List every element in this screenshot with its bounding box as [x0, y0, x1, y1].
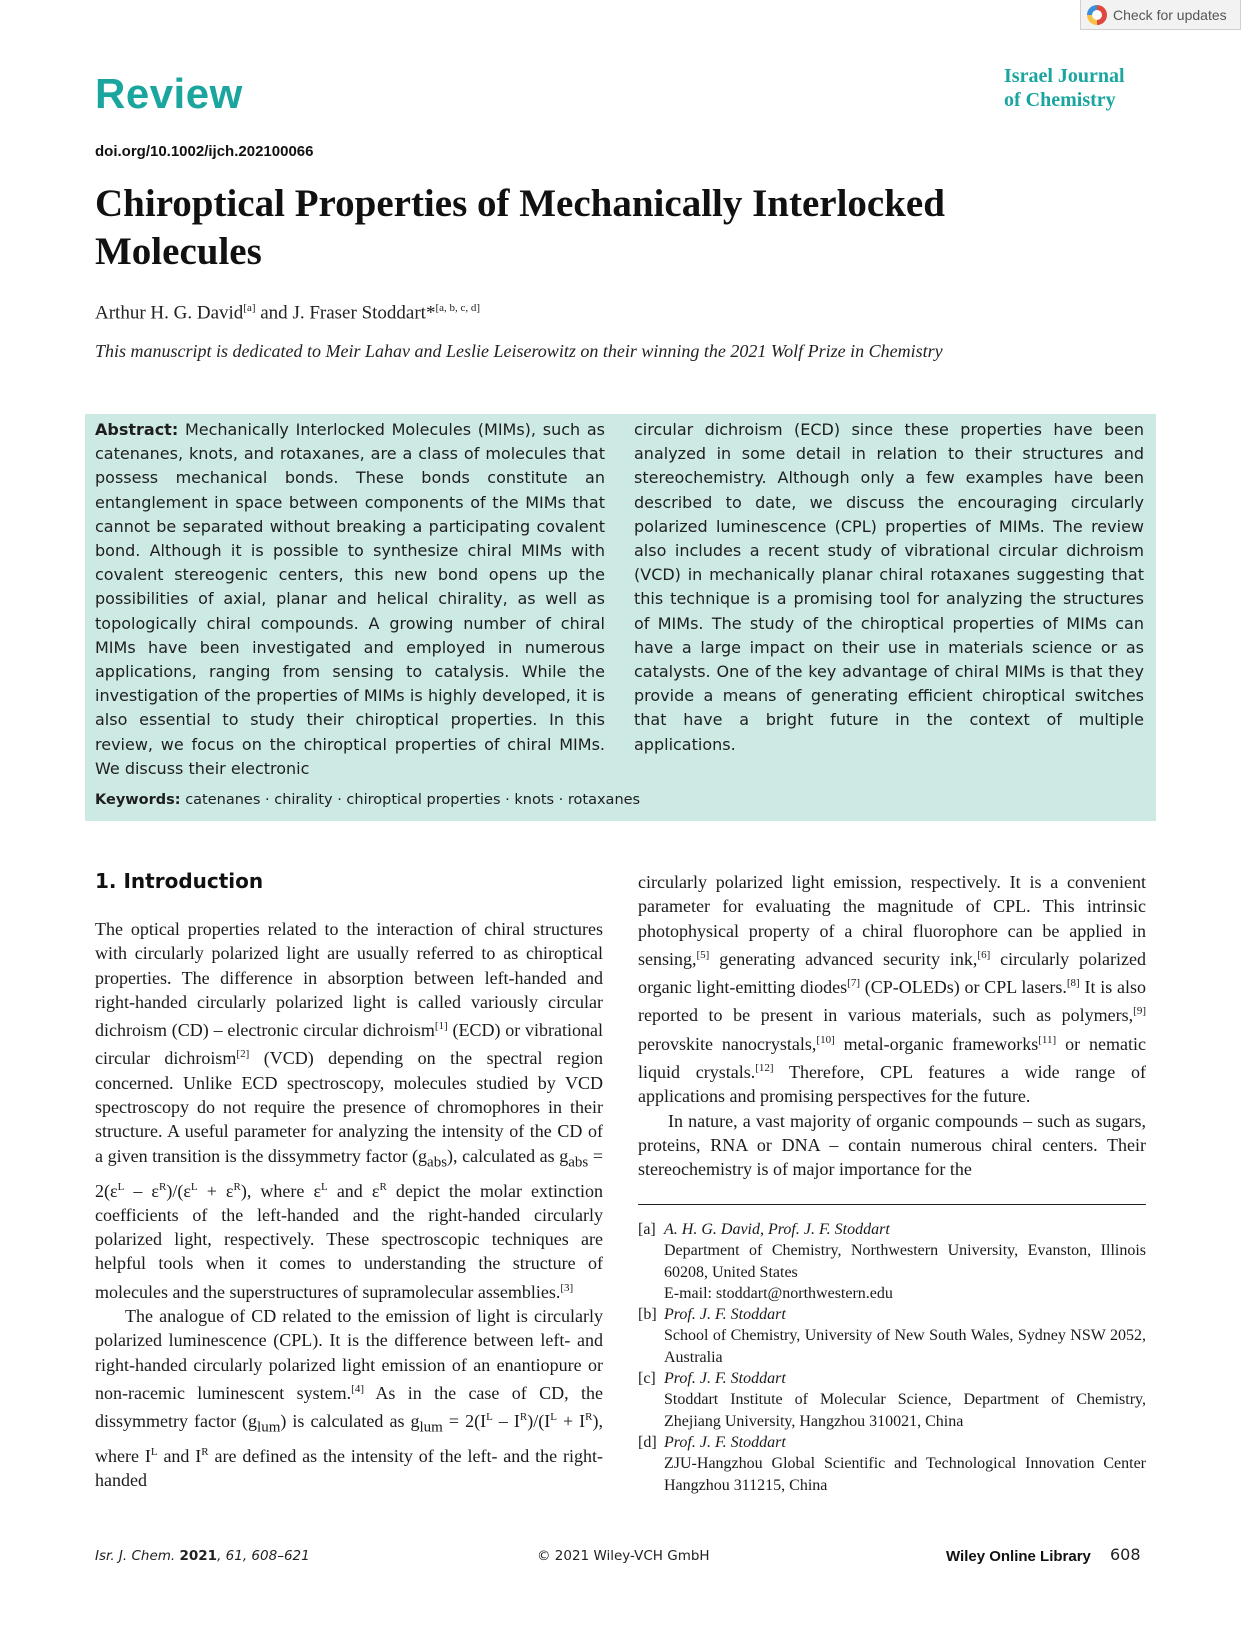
citation-link[interactable]: [2]	[236, 1048, 250, 1061]
copyright: © 2021 Wiley-VCH GmbH	[537, 1548, 710, 1564]
affiliation-address: School of Chemistry, University of New South Wales, Sydney NSW 2052, Australia	[664, 1327, 1146, 1366]
wiley-online-library-link[interactable]: Wiley Online Library	[946, 1548, 1091, 1565]
footnote-name: A. H. G. David, Prof. J. F. Stoddart	[664, 1221, 890, 1238]
keywords	[95, 792, 640, 808]
section-label: Review	[95, 70, 243, 117]
citation-link[interactable]: [7]	[847, 977, 860, 990]
intro-left-column	[95, 917, 603, 1493]
author-conjunction: and	[255, 302, 293, 324]
affiliation-footnote	[638, 1368, 1146, 1432]
footnote-divider	[638, 1204, 1146, 1205]
footnote-name: Prof. J. F. Stoddart	[664, 1306, 786, 1324]
citation-link[interactable]: [8]	[1066, 977, 1080, 990]
affiliation-footnote	[638, 1219, 1146, 1304]
journal-name	[1004, 64, 1144, 112]
author-name: J. Fraser Stoddart*	[292, 302, 436, 324]
citation-link[interactable]: [5]	[696, 948, 710, 961]
paragraph: In nature, a vast majority of organic compounds – such as sugars, proteins, RNA or DNA – contain numerous chiral centers. Their stereochemistry is of major importance for the	[638, 1110, 1146, 1180]
article-title: Chiroptical Properties of Mechanically Interlocked Molecules	[95, 182, 945, 273]
journal-name-line2: of Chemistry	[1004, 89, 1116, 111]
paragraph: circularly polarized light emission, respectively. It is a convenient parameter for evaluating the magnitude of CPL. This intrinsic photophysical property of a chiral fluorophore can be applied in sensing,[5] generating advanced security ink,[6] circularly polarized organic light-emitting diodes[7] (CP-OLEDs) or CPL lasers.[8] It is also reported to be present in various materials, such as polymers,[9] perovskite nanocrystals,[10] metal-organic frameworks[11] or nematic liquid crystals.[12] Therefore, CPL features a wide range of applications and promising perspectives for the future.	[638, 872, 1146, 1107]
dedication: This manuscript is dedicated to Meir Lahav and Leslie Leiserowitz on their winning the 2021 Wolf Prize in Chemistry	[95, 341, 943, 361]
citation-link[interactable]: [3]	[560, 1281, 574, 1294]
journal-name-line1: Israel Journal	[1004, 65, 1125, 87]
crossmark-icon	[1087, 5, 1107, 25]
author-affiliation: [a, b, c, d]	[435, 302, 481, 314]
keywords-list: catenanes · chirality · chiroptical properties · knots · rotaxanes	[180, 792, 641, 808]
email-link[interactable]: E-mail: stoddart@northwestern.edu	[664, 1284, 893, 1302]
footnote-tag: [d]	[638, 1433, 657, 1451]
author-name: Arthur H. G. David	[95, 302, 244, 324]
affiliation-footnote	[638, 1304, 1146, 1368]
author-affiliation: [a]	[243, 302, 256, 314]
citation-link[interactable]: [10]	[816, 1033, 835, 1046]
footnote-tag: [c]	[638, 1370, 656, 1388]
citation-link[interactable]: [12]	[755, 1062, 774, 1075]
citation-link[interactable]: [9]	[1133, 1005, 1146, 1018]
keywords-label: Keywords:	[95, 792, 181, 808]
footnote-tag: [a]	[638, 1221, 656, 1238]
check-for-updates-label: Check for updates	[1113, 6, 1227, 23]
page-number: 608	[1110, 1545, 1141, 1564]
abstract-text: Mechanically Interlocked Molecules (MIMs), such as catenanes, knots, and rotaxanes, are a class of molecules that possess mechanical bonds. These bonds constitute an entanglement in space between components of the MIMs that cannot be separated without breaking a participating covalent bond. Although it is possible to synthesize chiral MIMs with covalent stereogenic centers, this new bond opens up the possibilities of axial, planar and helical chirality, as well as topologically chiral compounds. A growing number of chiral MIMs have been investigated and employed in numerous applications, ranging from sensing to catalysis. While the investigation of the properties of MIMs is highly developed, it is also essential to study their chiroptical properties. In this review, we focus on the chiroptical properties of chiral MIMs. We discuss their electronic	[95, 420, 605, 778]
abstract-label: Abstract:	[95, 420, 179, 439]
affiliation-footnote	[638, 1432, 1146, 1496]
citation-link[interactable]: [11]	[1038, 1033, 1057, 1046]
citation-link[interactable]: [6]	[977, 948, 991, 961]
journal-citation: Isr. J. Chem. 2021, 61, 608–621	[95, 1548, 310, 1564]
section-heading: 1. Introduction	[95, 869, 264, 893]
abstract-right-column: circular dichroism (ECD) since these properties have been analyzed in some detail in relation to their structures and stereochemistry. Although only a few examples have been described to date, we discuss the encouraging circularly polarized luminescence (CPL) properties of MIMs. The review also includes a recent study of vibrational circular dichroism (VCD) in mechanically planar chiral rotaxanes suggesting that this technique is a promising tool for analyzing the structures of MIMs. The study of the chiroptical properties of MIMs can have a large impact on their use in materials science or as catalysts. One of the key advantage of chiral MIMs is that they provide a means of generating efficient chiroptical switches that have a bright future in the context of multiple applications.	[634, 420, 1144, 754]
check-for-updates-button[interactable]	[1080, 0, 1241, 30]
citation-link[interactable]: [4]	[351, 1382, 364, 1395]
citation-link[interactable]: [1]	[434, 1020, 448, 1033]
affiliation-address: ZJU-Hangzhou Global Scientific and Technological Innovation Center Hangzhou 311215, China	[664, 1455, 1146, 1494]
affiliation-address: Department of Chemistry, Northwestern University, Evanston, Illinois 60208, United States	[664, 1242, 1146, 1281]
doi-link[interactable]: doi.org/10.1002/ijch.202100066	[95, 143, 314, 160]
paragraph: The analogue of CD related to the emission of light is circularly polarized luminescence (CPL). It is the difference between left- and right-handed circularly polarized light emission of an enantiopure or non-racemic luminescent system.[4] As in the case of CD, the dissymmetry factor $(g_{lum})$ is calculated as $g_{lum} = 2(I^L - I^R)/(I^L + I^R)$, where $I^L$ and $I^R$ are defined as the intensity of the left- and the right-handed	[95, 1306, 604, 1491]
affiliation-address: Stoddart Institute of Molecular Science, Department of Chemistry, Zhejiang University, Hangzhou 310021, China	[664, 1391, 1146, 1430]
abstract-left-column	[95, 418, 605, 781]
paragraph: The optical properties related to the interaction of chiral structures with circularly polarized light are usually referred to as chiroptical properties. The difference in absorption between left-handed and right-handed circularly polarized light is called variously circular dichroism (CD) – electronic circular dichroism[1] (ECD) or vibrational circular dichroism[2] (VCD) depending on the spectral region concerned. Unlike ECD spectroscopy, molecules studied by VCD spectroscopy do not require the presence of chromophores in their structure. A useful parameter for analyzing the intensity of the CD of a given transition is the dissymmetry factor $(g_{abs})$, calculated as $g_{abs} = 2(\varepsilon^L - \varepsilon^R)/(\varepsilon^L + \varepsilon^R)$, where $\varepsilon^L$ and $\varepsilon^R$ depict the molar extinction coefficients of the left-handed and the right-handed circularly polarized light, respectively. These spectroscopic techniques are helpful tools when it comes to understanding the structure of molecules and the superstructures of supramolecular assemblies.[3]	[95, 919, 603, 1302]
intro-right-column	[638, 870, 1146, 1182]
author-line	[95, 302, 480, 324]
affiliation-footnotes	[638, 1219, 1146, 1496]
footnote-name: Prof. J. F. Stoddart	[664, 1433, 786, 1451]
footnote-tag: [b]	[638, 1306, 657, 1324]
footnote-name: Prof. J. F. Stoddart	[664, 1370, 786, 1388]
